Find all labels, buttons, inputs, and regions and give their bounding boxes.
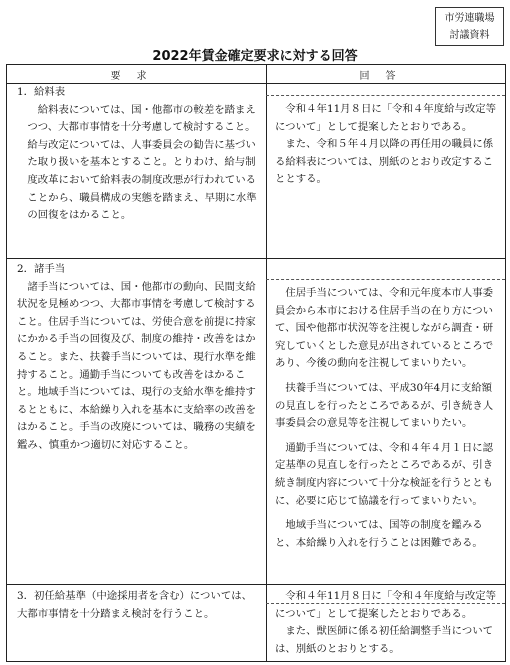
answer-dashed-line (266, 95, 505, 96)
stamp-line-2: 討議資料 (449, 29, 490, 41)
section-divider (7, 258, 505, 259)
section-2-answer-para: 扶養手当については、平成30年4月に支給額の見直しを行ったところであるが、引き続き人事委員会の意見等を注視してまいりたい。 (275, 381, 494, 430)
request-answer-table (6, 64, 506, 662)
section-2-heading: 2．諸手当 (17, 263, 66, 275)
section-1-answer-para: 令和４年11月８日に「令和４年度給与改定等について」として提案したとおりである。 (275, 103, 497, 133)
table-header (7, 65, 505, 84)
section-2-answer (275, 285, 501, 552)
stamp-line-1: 市労連職場 (444, 12, 495, 24)
section-3-answer (275, 588, 501, 658)
document-stamp (435, 7, 504, 46)
section-2-answer-para: 地域手当については、国等の制度を鑑みると、本給繰り入れを行うことは困難である。 (275, 519, 483, 549)
section-3-heading: 3．初任給基準（中途採用者を含む）については、大都市事情を十分踏まえ検討を行うこと。 (17, 590, 252, 620)
section-3-answer-para: 令和４年11月８日に「令和４年度給与改定等について」として提案したとおりである。 (275, 590, 497, 620)
section-2-request-text: 諸手当については、国・他都市の動向、民間支給状況を見極めつつ、大都市事情を考慮して検討すること。住居手当については、労使合意を前提に持家にかかる手当の回復及び、制度の維持・改善をはかること。また、扶養手当については、現行水準を維持すること。通勤手当についても改善をはかること。地域手当については、現行の支給水準を維持するとともに、本給繰り入れを基本に支給率の改善をはかること。手当の改廃については、職務の実績を鑑み、慎重かつ適切に対応すること。 (17, 280, 256, 451)
section-2-request (17, 261, 261, 455)
section-1-answer-para: また、令和５年４月以降の再任用の職員に係る給料表については、別紙のとおり改定することとする。 (275, 138, 494, 186)
header-answer: 回答 (359, 71, 412, 82)
section-2-answer-para: 通勤手当については、令和４年４月１日に認定基準の見直しを行ったところであるが、引き続き制度内容について十分な検証を行うとともに、必要に応じて協議を行ってまいりたい。 (275, 441, 494, 507)
answer-dashed-line (266, 279, 505, 280)
page-title: 2022年賃金確定要求に対する回答 (152, 49, 358, 64)
section-1-heading: 1．給料表 (17, 86, 66, 98)
section-3-request (17, 588, 261, 623)
column-divider (266, 65, 267, 661)
section-1-request-text: 給料表については、国・他都市の較差を踏まえつつ、大都市事情を十分考慮して検討すること。給与改定については、人事委員会の勧告に基づいた取り扱いを基本とすること。とりわけ、給与制度改革において給料表の制度改悪が行われていることから、職員構成の実態を踏まえ、早期に水準の回復をはかること。 (27, 103, 257, 222)
header-request: 要求 (110, 71, 163, 82)
section-3-answer-para: また、獣医師に係る初任給調整手当については、別紙のとおりとする。 (275, 625, 493, 655)
section-divider (7, 584, 505, 585)
section-1-request (17, 84, 261, 225)
section-2-answer-para: 住居手当については、令和元年度本市人事委員会から本市における住居手当の在り方について、国や他都市状況等を注視しながら調査・研究していくとした意見が出されているところであり、今後の動向を注視してまいりたい。 (275, 287, 494, 370)
section-1-answer (275, 101, 501, 189)
